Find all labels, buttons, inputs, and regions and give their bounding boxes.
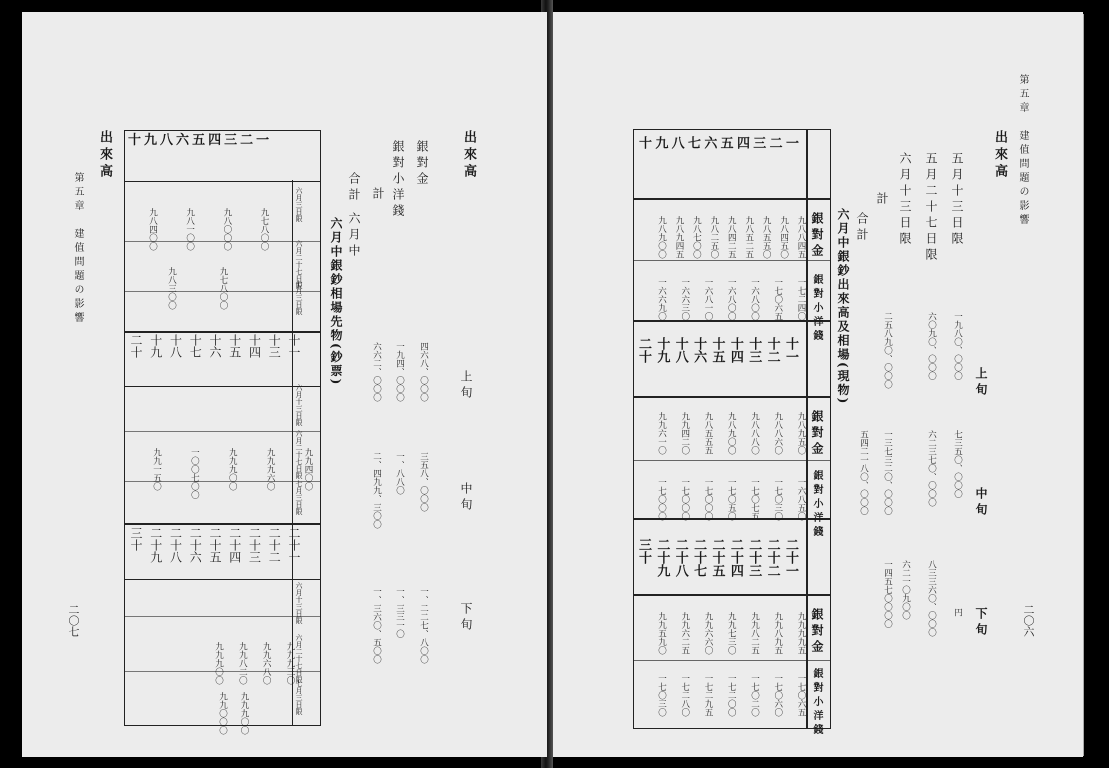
- day: 一: [782, 136, 798, 149]
- day: 十三: [746, 337, 762, 363]
- left-days-low: [130, 527, 300, 563]
- rate-cell: 一六六九〇: [656, 278, 667, 321]
- limit-head: 七月三日限: [295, 480, 303, 515]
- left-cells-upper-2: [167, 267, 227, 310]
- sum-cell: 五四二一八〇、〇〇〇: [858, 430, 869, 515]
- day: 二十: [636, 337, 651, 363]
- left-cells-mid: [152, 448, 312, 499]
- day: 一: [256, 133, 273, 148]
- sum-cell: 六二三七〇、〇〇〇: [926, 430, 937, 507]
- day: 六: [701, 136, 717, 149]
- right-small-low: [657, 674, 805, 717]
- rate-cell: 九八八四五: [796, 216, 806, 259]
- day: 十四: [727, 337, 743, 363]
- rate-cell: 九九五九〇: [656, 612, 667, 655]
- day: 十五: [709, 337, 725, 363]
- day: 五: [192, 133, 209, 148]
- rate-cell: 一七二四〇: [796, 278, 806, 321]
- sum-cell: 四六八、〇〇〇: [418, 342, 429, 402]
- rate-cell: 九九八九五: [772, 612, 783, 655]
- day: 三十: [129, 527, 143, 551]
- rate-cell: 九八八八〇: [749, 412, 760, 455]
- yen-mark: 円: [952, 608, 963, 617]
- rate-cell: 九九六六〇: [703, 612, 713, 655]
- day: 二十八: [168, 527, 183, 563]
- day: 八: [668, 136, 684, 149]
- sum-cell: 一、二二七、八〇〇: [418, 587, 429, 664]
- day: 四: [733, 136, 749, 149]
- rate-cell: 九八九四五: [673, 216, 684, 259]
- rate-cell: 一〇〇七〇〇: [189, 448, 200, 499]
- sum-cell: 二五八九〇、〇〇〇: [882, 312, 893, 389]
- left-page: [22, 12, 547, 757]
- rate-cell: 九九八二〇: [237, 642, 248, 685]
- rate-cell: 九八五二五: [743, 216, 754, 259]
- rate-cell: 一七〇二〇: [749, 674, 760, 717]
- day: 十七: [188, 334, 203, 358]
- rate-cell: 九八四五〇: [778, 216, 789, 259]
- left-page-number: 二〇七: [67, 604, 80, 637]
- sum-cell: 一三七三二〇、〇〇〇: [882, 430, 893, 515]
- day: 二十五: [208, 527, 222, 563]
- rate-cell: 九七八〇〇: [258, 208, 269, 251]
- right-col-small: 銀對小洋錢: [811, 274, 822, 344]
- left-days-upper: [128, 134, 272, 147]
- day: 二十四: [227, 527, 242, 563]
- right-heading: 出來高: [992, 130, 1007, 181]
- day: 十九: [148, 334, 163, 358]
- left-period-mid: 中旬: [459, 482, 473, 514]
- rate-cell: 九九六二五: [679, 612, 690, 655]
- left-col-small: 銀對小洋錢: [391, 140, 405, 220]
- sum-cell: 三五八、〇〇〇: [418, 452, 429, 512]
- rate-cell: 九八〇〇〇: [221, 208, 232, 251]
- rate-cell: 九九九〇〇: [239, 692, 249, 735]
- right-col-gold-low: 銀對金: [810, 608, 824, 656]
- day: 三十: [636, 538, 651, 564]
- left-total-label: 計: [371, 187, 385, 203]
- day: 十八: [168, 334, 183, 358]
- sum-cell: 六二一〇九〇〇: [900, 560, 911, 620]
- day: 十八: [672, 337, 688, 363]
- day: 二: [766, 136, 782, 149]
- day: 十一: [783, 337, 798, 363]
- rate-cell: 九九八二五: [749, 612, 760, 655]
- day: 十六: [691, 337, 707, 363]
- rate-cell: 一七〇〇〇: [679, 478, 690, 521]
- left-period-upper: 上旬: [459, 370, 473, 402]
- right-small-mid: [657, 478, 805, 521]
- sum-cell: 八三三六〇、〇〇〇: [926, 560, 937, 637]
- day: 五: [717, 136, 733, 149]
- day: 三: [750, 136, 766, 149]
- day: 二十九: [148, 527, 163, 563]
- rate-cell: 九八一〇〇: [184, 208, 195, 251]
- day: 二: [240, 133, 257, 148]
- day: 六: [176, 133, 193, 148]
- right-gold-low: [657, 612, 805, 655]
- rate-cell: 九八四二五: [726, 216, 737, 259]
- right-total-label: 計: [875, 192, 889, 208]
- left-running-header: 第五章 建值問題の影響: [72, 172, 83, 326]
- day: 十五: [227, 334, 242, 358]
- rate-cell: 九八九〇〇: [656, 216, 667, 259]
- rate-cell: 一七二八〇: [679, 674, 690, 717]
- rate-cell: 九八五五五: [703, 412, 713, 455]
- day: 二十二: [267, 527, 282, 563]
- day: 十: [128, 133, 145, 148]
- day: 十一: [287, 334, 301, 358]
- rate-cell: 九九〇〇〇: [217, 692, 228, 735]
- day: 二十三: [746, 538, 762, 577]
- rate-cell: 九八五五〇: [761, 216, 772, 259]
- day: 九: [144, 133, 161, 148]
- right-small-upper: [657, 278, 805, 321]
- rate-cell: 一六八一〇: [703, 278, 713, 321]
- rate-cell: 一七〇〇〇: [656, 478, 667, 521]
- day: 十四: [247, 334, 262, 358]
- limit-head: 七月三日限: [295, 280, 303, 315]
- rate-cell: 一七二〇〇: [726, 674, 737, 717]
- day: 十六: [208, 334, 222, 358]
- rate-cell: 九九九〇〇: [227, 448, 238, 491]
- day: 二十三: [247, 527, 262, 563]
- sum-cell: 一、八八〇: [394, 452, 405, 495]
- rate-cell: 一六六三〇: [679, 278, 690, 321]
- sum-cell: 一四五七〇〇〇〇: [882, 560, 893, 628]
- left-table-title: 六月中銀鈔相場先物(鈔票): [329, 217, 343, 387]
- rate-cell: 九八三〇〇: [166, 267, 177, 310]
- right-col-small-low: 銀對小洋錢: [811, 668, 822, 738]
- limit-head: 六月十三日限: [295, 582, 303, 624]
- rate-cell: 一七〇六〇: [772, 674, 783, 717]
- rate-cell: 九九四〇〇: [303, 448, 313, 491]
- rate-cell: 九八九〇〇: [726, 412, 737, 455]
- rate-cell: 一七二九五: [703, 674, 713, 717]
- day: 二十五: [709, 538, 725, 577]
- rate-cell: 一七〇五〇: [726, 478, 737, 521]
- right-period-upper: 上旬: [974, 367, 988, 399]
- rate-cell: 一七〇〇〇: [703, 478, 713, 521]
- sum-cell: 二、四九九、三〇〇: [371, 452, 382, 529]
- rate-cell: 一六八〇〇: [749, 278, 760, 321]
- right-period-low: 下旬: [974, 607, 988, 639]
- right-period-mid: 中旬: [974, 487, 988, 519]
- day: 二十八: [672, 538, 688, 577]
- right-days-mid: [637, 337, 797, 363]
- limit-head: 六月二十七日限: [295, 430, 303, 479]
- rate-cell: 九九九九五: [796, 612, 806, 655]
- rate-cell: 一六八五〇: [796, 478, 806, 521]
- left-col-gold: 銀對金: [415, 140, 429, 188]
- limit-head: 六月十三日限: [295, 384, 303, 426]
- left-cells-low-2: [218, 692, 248, 735]
- rate-cell: 九九七三〇: [726, 612, 737, 655]
- left-cells-upper: [148, 208, 268, 251]
- limit-row: 五月十三日限: [950, 152, 964, 248]
- rate-cell: 一七〇六五: [772, 278, 783, 321]
- day: 四: [208, 133, 225, 148]
- day: 十: [636, 136, 651, 149]
- day: 二十一: [783, 538, 798, 577]
- day: 二十一: [287, 527, 301, 563]
- day: 三: [224, 133, 241, 148]
- day: 十三: [267, 334, 282, 358]
- sum-cell: 一、三三一〇: [394, 587, 405, 638]
- rate-cell: 九八七〇〇: [691, 216, 702, 259]
- limit-row: 五月二十七日限: [924, 152, 938, 264]
- day: 十九: [654, 337, 670, 363]
- sum-cell: 一、三六〇、五〇〇: [371, 587, 382, 664]
- rate-cell: 一七〇三〇: [772, 478, 783, 521]
- rate-cell: 九八四〇〇: [147, 208, 158, 251]
- sum-cell: 一九八〇、〇〇〇: [952, 312, 963, 380]
- rate-cell: 九九一五〇: [151, 448, 162, 491]
- day: 二十九: [654, 538, 670, 577]
- day: 七: [684, 136, 700, 149]
- day: 九: [652, 136, 668, 149]
- sum-cell: 七三五〇、〇〇〇: [952, 430, 963, 498]
- rate-cell: 一七〇六五: [796, 674, 806, 717]
- day: 十二: [764, 337, 780, 363]
- right-running-header: 第五章 建值問題の影響: [1017, 74, 1028, 228]
- rate-cell: 九九六八〇: [261, 642, 272, 685]
- right-page-number: 二〇六: [1022, 604, 1035, 637]
- rate-cell: 九八二五〇: [708, 216, 719, 259]
- day: 二十六: [188, 527, 203, 563]
- rate-cell: 九八九五〇: [796, 412, 806, 455]
- right-days-upper: [637, 136, 797, 149]
- limit-head: 六月二十七日限: [295, 634, 303, 683]
- sum-cell: 六〇九〇、〇〇〇: [926, 312, 937, 380]
- limit-row: 六月十三日限: [898, 152, 912, 248]
- rate-cell: 一七〇三〇: [656, 674, 667, 717]
- rate-cell: 九七八〇〇: [218, 267, 228, 310]
- rate-cell: 九九九六〇: [265, 448, 276, 491]
- right-gold-mid: [657, 412, 805, 455]
- left-cells-low: [214, 642, 294, 685]
- right-table-title: 六月中銀鈔出來高及相場(現物): [836, 208, 850, 406]
- left-section-title: 出來高: [461, 130, 476, 181]
- day: 二十: [129, 334, 143, 358]
- day: 八: [160, 133, 177, 148]
- left-heading: 出來高: [97, 130, 112, 181]
- sum-cell: 六六二、〇〇〇: [371, 342, 382, 402]
- sum-cell: 一九四、〇〇〇: [394, 342, 405, 402]
- left-grand-total: 合計 六月中: [347, 172, 361, 260]
- rate-cell: 九九六一〇: [656, 412, 667, 455]
- rate-cell: 九九九〇〇: [213, 642, 224, 685]
- right-days-low: [637, 538, 797, 577]
- right-col-gold: 銀對金: [810, 212, 824, 260]
- limit-head: 七月三日限: [295, 680, 303, 715]
- day: 二十二: [764, 538, 780, 577]
- right-page: [553, 12, 1083, 757]
- rate-cell: 九九四二〇: [679, 412, 690, 455]
- left-days-mid: [130, 334, 300, 358]
- limit-head: 六月二十七日限: [295, 240, 303, 289]
- day: 二十四: [727, 538, 743, 577]
- rate-cell: 九九九三〇: [284, 642, 295, 685]
- rate-cell: 一六八〇〇: [726, 278, 737, 321]
- right-grand-total: 合計: [855, 212, 869, 244]
- left-period-low: 下旬: [459, 602, 473, 634]
- right-col-small-mid: 銀對小洋錢: [811, 470, 822, 540]
- rate-cell: 九八八六〇: [772, 412, 783, 455]
- rate-cell: 一七〇七五: [749, 478, 760, 521]
- right-gold-upper: [657, 216, 805, 259]
- right-col-gold-mid: 銀對金: [810, 410, 824, 458]
- day: 二十七: [691, 538, 707, 577]
- limit-head: 六月三日限: [295, 187, 303, 222]
